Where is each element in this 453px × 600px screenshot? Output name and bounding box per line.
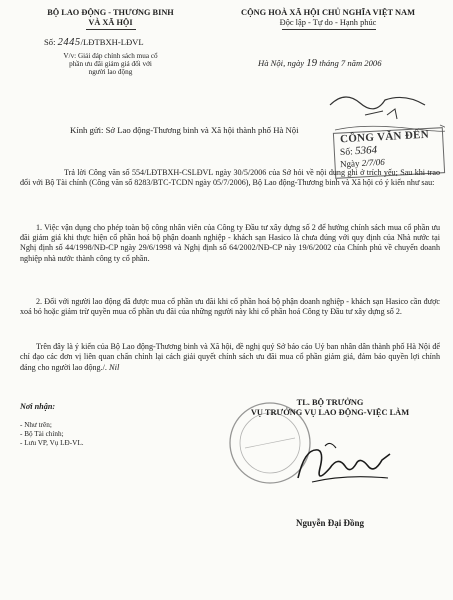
stamp-number-handwritten: 5364	[354, 144, 378, 158]
stamp-date-prefix: Ngày	[339, 158, 360, 170]
addressee: Kính gửi: Sở Lao động-Thương binh và Xã hội thành phố Hà Nội	[70, 125, 299, 135]
stamp-date-handwritten: 2/7/06	[361, 156, 385, 169]
recipients-title: Nơi nhận:	[20, 402, 56, 411]
place-date	[258, 57, 382, 69]
subject-line-2: phần ưu đãi giảm giá đối với	[69, 60, 152, 68]
paragraph-intro: Trả lời Công văn số 554/LĐTBXH-CSLĐVL ngày 30/5/2006 của Sở hỏi về nội dung ghi ở trích yếu; Sau khi trao đổi với Bộ Tài chính (Công văn số 8283/BTC-TCDN ngày 05/7/2006), Bộ Lao động-Thương binh và Xã hội có ý kiến như sau:	[20, 168, 440, 188]
place-date-prefix: Hà Nội, ngày	[258, 58, 305, 68]
subject-line-3: người lao động	[88, 68, 133, 76]
recipient-item: - Lưu VP, Vụ LĐ-VL.	[20, 439, 84, 447]
signer-name: Nguyễn Đại Đồng	[295, 518, 364, 528]
stamp-number	[340, 144, 378, 158]
doc-number-prefix: Số:	[44, 37, 56, 47]
ministry-line-2: VÀ XÃ HỘI	[88, 18, 133, 27]
paragraph-conclusion	[20, 342, 440, 374]
signature-dept-line: VỤ TRƯỞNG VỤ LAO ĐỘNG-VIỆC LÀM	[250, 408, 410, 417]
national-motto: Độc lập - Tự do - Hạnh phúc	[279, 18, 377, 27]
day-handwritten: 19	[306, 57, 318, 69]
handwritten-signature	[290, 438, 400, 493]
country-name: CỘNG HOÀ XÃ HỘI CHỦ NGHĨA VIỆT NAM	[241, 8, 415, 17]
doc-number-handwritten: 2445	[57, 37, 81, 48]
conclusion-text: Trên đây là ý kiến của Bộ Lao động-Thương binh và Xã hội, đề nghị quý Sở báo cáo Uỷ ban nhân dân thành phố Hà Nội để chỉ đạo các đơn vị liên quan chấn chỉnh lại cách giải quyết chính sách ưu đãi mua cổ phần giảm giá, đảm bảo quyền lợi chính đáng cho người lao động./.	[20, 342, 440, 373]
handwritten-scribble	[325, 85, 445, 145]
paragraph-item-1: 1. Việc vận dụng cho phép toàn bộ công nhân viên của Công ty Đầu tư xây dựng số 2 để hưởng chính sách mua cổ phần ưu đãi giảm giá khi thực hiện cổ phần hoá bộ phận doanh nghiệp - khách sạn Hasico là chưa đúng với quy định của Nhà nước tại Nghị định số 44/1998/NĐ-CP ngày 29/6/1998 và Nghị định số 64/2002/NĐ-CP này 19/6/2002 của Chính phủ về chuyển doanh nghiệp nhà nước thành công ty cổ phần.	[20, 223, 440, 263]
motto-underline	[282, 29, 376, 30]
signature-for-line: TL. BỘ TRƯỞNG	[296, 398, 364, 407]
stamp-received-label: CÔNG VĂN ĐẾN	[339, 128, 430, 146]
document-number	[44, 37, 144, 48]
recipient-item: - Bộ Tài chính;	[20, 430, 64, 438]
ministry-underline	[86, 29, 136, 30]
month-year: tháng 7 năm 2006	[319, 58, 382, 68]
doc-number-suffix: /LĐTBXH-LĐVL	[80, 37, 144, 47]
paragraph-item-2: 2. Đối với người lao động đã được mua cổ phần ưu đãi khi cổ phần hoá bộ phận doanh nghiệp - khách sạn Hasico cần được xoá bỏ hoặc giảm trừ quyền mua cổ phần ưu đãi của những người này khi cổ phần hoá Công ty Đầu tư xây dựng số 2.	[20, 297, 440, 317]
recipient-item: - Như trên;	[20, 421, 52, 429]
stamp-number-prefix: Số:	[339, 147, 354, 158]
ministry-line-1: BỘ LAO ĐỘNG - THƯƠNG BINH	[47, 8, 174, 17]
subject-line-1: V/v: Giải đáp chính sách mua cổ	[63, 52, 158, 60]
conclusion-handwritten-mark: Nil	[108, 362, 120, 373]
